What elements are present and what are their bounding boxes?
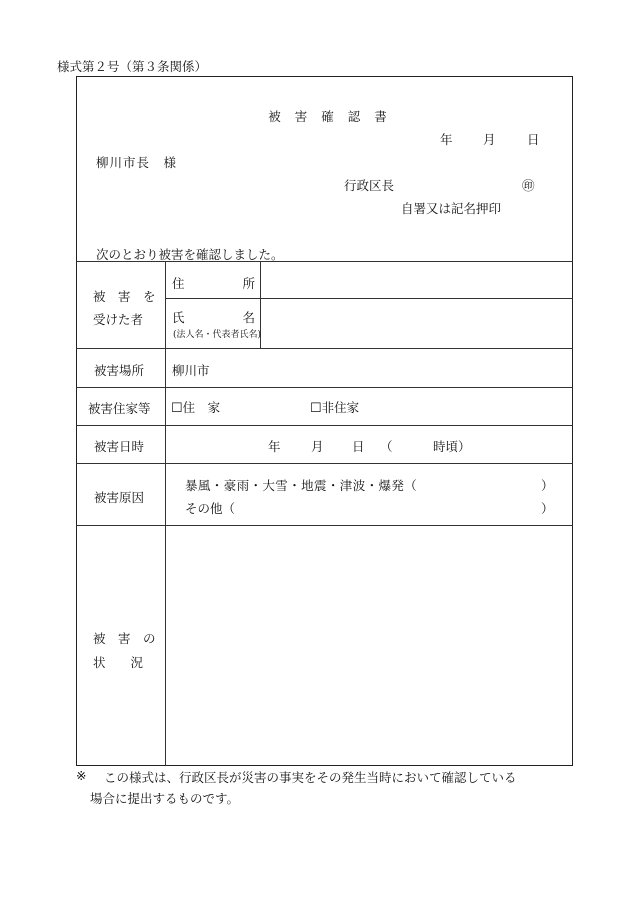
row-divider: [165, 298, 573, 299]
row-divider: [76, 425, 573, 426]
checkbox-icon[interactable]: ☐: [310, 401, 322, 416]
dwelling-option-house-label: 住 家: [182, 400, 221, 415]
issuer-title: 行政区長: [344, 178, 395, 193]
form-title: 被 害 確 認 書: [268, 109, 392, 124]
cause-label: 被害原因: [94, 490, 145, 505]
name-label-b: 名: [242, 310, 255, 325]
datetime-month: 月: [311, 439, 324, 454]
name-label: [172, 308, 255, 326]
victim-label-line2: 受けた者: [93, 312, 144, 327]
cause-line2-close: ）: [541, 501, 554, 516]
seal-mark-icon: ㊞: [522, 178, 535, 193]
dwelling-option-house[interactable]: [171, 398, 220, 416]
footnote-mark: ※: [76, 768, 87, 783]
situation-label-line1: 被 害 の: [93, 631, 156, 646]
dwelling-label: 被害住家等: [88, 401, 151, 416]
date-month: 月: [483, 132, 496, 147]
dwelling-option-nonhouse-label: 非住家: [321, 400, 360, 415]
situation-input-area[interactable]: [166, 526, 572, 765]
address-label: [172, 274, 255, 292]
cause-line2: その他（: [185, 501, 236, 516]
footnote-line2: 場合に提出するものです。: [90, 791, 240, 806]
form-number: 様式第２号（第３条関係）: [57, 59, 208, 74]
datetime-time: 時頃）: [433, 439, 471, 454]
datetime-open-paren: （: [380, 439, 393, 454]
address-label-a: 住: [172, 276, 185, 291]
victim-label-line1: 被 害 を: [93, 289, 156, 304]
address-label-b: 所: [242, 276, 255, 291]
datetime-label: 被害日時: [94, 439, 145, 454]
date-day: 日: [527, 132, 540, 147]
row-divider: [76, 348, 573, 349]
cause-line1-close: ）: [541, 478, 554, 493]
location-label: 被害場所: [94, 363, 145, 378]
confirmation-statement: 次のとおり被害を確認しました。: [96, 247, 284, 262]
checkbox-icon[interactable]: ☐: [171, 401, 183, 416]
row-divider: [76, 261, 573, 262]
datetime-day: 日: [352, 439, 365, 454]
row-divider: [76, 463, 573, 464]
name-label-a: 氏: [172, 310, 185, 325]
dwelling-option-nonhouse[interactable]: [310, 398, 359, 416]
datetime-year: 年: [268, 439, 281, 454]
row-divider: [76, 387, 573, 388]
situation-label-line2: 状 況: [93, 655, 144, 670]
name-note: (法人名・代表者氏名): [173, 330, 262, 340]
footnote-line1: この様式は、行政区長が災害の事実をその発生当時において確認している: [104, 770, 517, 785]
date-year: 年: [440, 132, 453, 147]
signature-note: 自署又は記名押印: [401, 201, 502, 216]
cause-line1: 暴風・豪雨・大雪・地震・津波・爆発（: [185, 478, 418, 493]
location-value: 柳川市: [172, 363, 210, 378]
addressee: 柳川市長 様: [96, 155, 178, 170]
